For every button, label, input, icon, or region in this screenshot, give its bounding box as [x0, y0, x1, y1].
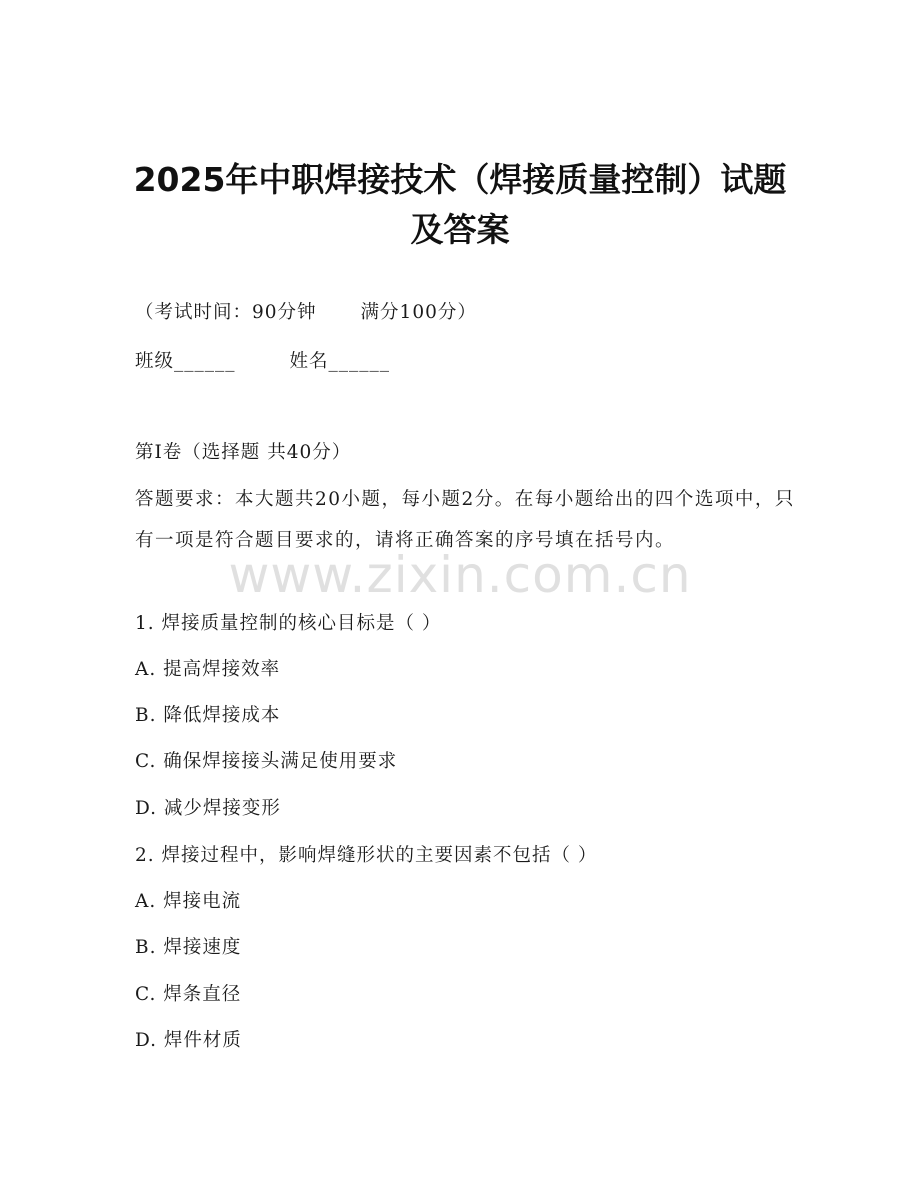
question-1-option-d: D. 减少焊接变形: [135, 798, 281, 819]
question-2-option-b: B. 焊接速度: [135, 937, 242, 958]
question-1-option-c: C. 确保焊接接头满足使用要求: [135, 751, 398, 772]
question-2-stem: 2. 焊接过程中，影响焊缝形状的主要因素不包括（ ）: [135, 845, 598, 866]
exam-info: [135, 298, 795, 328]
document-title-line-1: 2025年中职焊接技术（焊接质量控制）试题: [133, 160, 787, 199]
full-score: 满分100分）: [360, 302, 477, 323]
question-1-option-b: B. 降低焊接成本: [135, 705, 281, 726]
document-title-line-2: 及答案: [410, 210, 510, 249]
name-field: 姓名______: [289, 351, 391, 372]
question-1-option-a: A. 提高焊接效率: [135, 659, 281, 680]
question-1-stem: 1. 焊接质量控制的核心目标是（ ）: [135, 613, 442, 634]
question-2-option-a: A. 焊接电流: [135, 891, 242, 912]
instructions: 答题要求：本大题共20小题，每小题2分。在每小题给出的四个选项中，只有一项是符合题目要求的，请将正确答案的序号填在括号内。: [135, 489, 795, 551]
question-2-option-c: C. 焊条直径: [135, 984, 242, 1005]
exam-time: （考试时间：90分钟: [135, 302, 317, 323]
watermark: www.zixin.com.cn: [228, 546, 692, 604]
class-field: 班级______: [135, 351, 236, 372]
question-2-option-d: D. 焊件材质: [135, 1030, 242, 1051]
section-heading: 第I卷（选择题 共40分）: [135, 442, 352, 463]
student-info: [135, 347, 795, 377]
